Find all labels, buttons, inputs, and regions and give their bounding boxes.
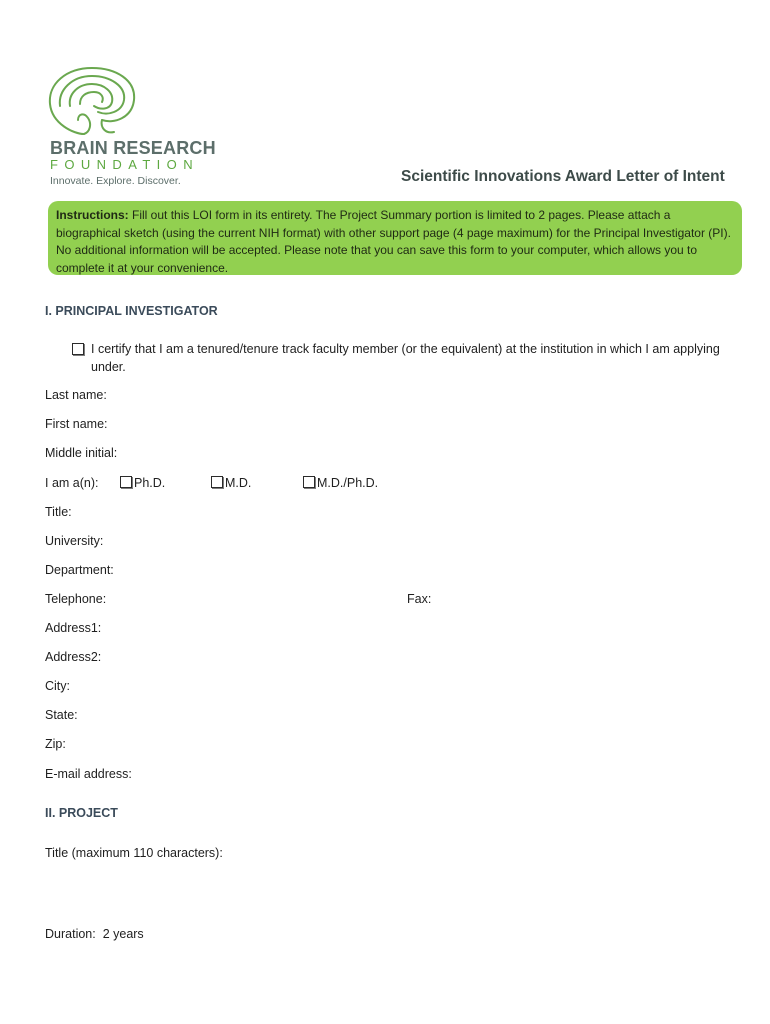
zip-label: Zip: bbox=[45, 737, 66, 751]
middle-initial-label: Middle initial: bbox=[45, 446, 118, 460]
brain-spiral-icon bbox=[44, 62, 144, 142]
logo-foundation: FOUNDATION bbox=[50, 157, 199, 172]
degree-label: I am a(n): bbox=[45, 476, 99, 490]
instructions-body: Fill out this LOI form in its entirety. The Project Summary portion is limited to 2 pages. Please attach a biographical sketch (using the current NIH format) with other support page (4 page maximum) for the Principal Investigator (PI). No additional information will be accepted. Please note that you can save this form to your computer, which allows you to complete it at your convenience. bbox=[56, 208, 731, 275]
certify-checkbox[interactable] bbox=[72, 343, 84, 355]
md-label: M.D. bbox=[225, 476, 252, 490]
department-label: Department: bbox=[45, 563, 114, 577]
degree-option-phd bbox=[120, 476, 165, 490]
phd-label: Ph.D. bbox=[134, 476, 166, 490]
section-principal-investigator-heading: I. PRINCIPAL INVESTIGATOR bbox=[45, 304, 218, 318]
duration-value: 2 years bbox=[102, 927, 144, 941]
title-label: Title: bbox=[45, 505, 72, 519]
phd-checkbox[interactable] bbox=[120, 476, 132, 488]
duration-row bbox=[45, 927, 144, 941]
address1-label: Address1: bbox=[45, 621, 102, 635]
certify-row bbox=[72, 340, 742, 376]
first-name-label: First name: bbox=[45, 417, 108, 431]
certify-text: I certify that I am a tenured/tenure track faculty member (or the equivalent) at the institution in which I am applying under. bbox=[91, 342, 720, 374]
university-label: University: bbox=[45, 534, 104, 548]
instructions-box bbox=[48, 201, 742, 275]
degree-option-md bbox=[211, 476, 251, 490]
section-project-heading: II. PROJECT bbox=[45, 806, 118, 820]
mdphd-label: M.D./Ph.D. bbox=[317, 476, 379, 490]
address2-label: Address2: bbox=[45, 650, 102, 664]
state-label: State: bbox=[45, 708, 78, 722]
mdphd-checkbox[interactable] bbox=[303, 476, 315, 488]
last-name-label: Last name: bbox=[45, 388, 107, 402]
email-label: E-mail address: bbox=[45, 767, 132, 781]
brain-research-foundation-logo bbox=[44, 62, 216, 190]
fax-label: Fax: bbox=[407, 592, 432, 606]
logo-wordmark: BRAIN RESEARCH bbox=[50, 138, 216, 158]
duration-label: Duration: bbox=[45, 927, 96, 941]
telephone-label: Telephone: bbox=[45, 592, 107, 606]
md-checkbox[interactable] bbox=[211, 476, 223, 488]
logo-tagline: Innovate. Explore. Discover. bbox=[50, 175, 181, 187]
document-title: Scientific Innovations Award Letter of Intent bbox=[401, 168, 725, 185]
project-title-label: Title (maximum 110 characters): bbox=[45, 846, 223, 860]
degree-option-mdphd bbox=[303, 476, 378, 490]
city-label: City: bbox=[45, 679, 70, 693]
instructions-heading: Instructions: bbox=[56, 208, 129, 222]
